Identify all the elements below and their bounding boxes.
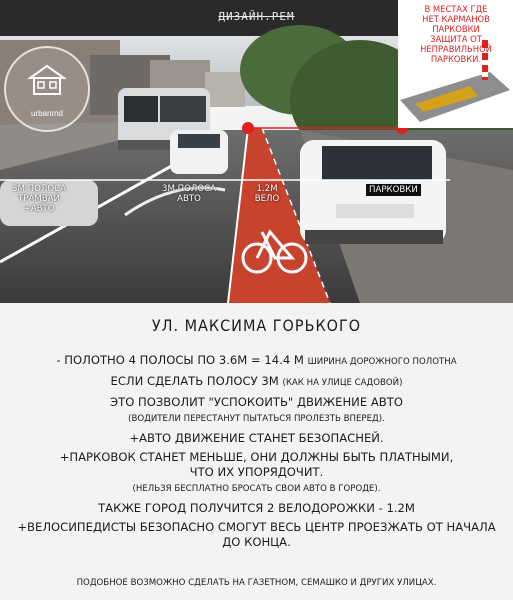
- text-line-1: [0, 353, 513, 370]
- tram-lane-label-line: ТРАМВАЙ: [18, 194, 60, 204]
- callout-line: НЕПРАВИЛЬНОЙ: [420, 44, 492, 54]
- text-line-7: ЧТО ИХ УПОРЯДОЧИТ.: [189, 465, 324, 479]
- inset-callout: [400, 4, 512, 64]
- callout-line: НЕТ КАРМАНОВ: [422, 14, 490, 24]
- auto-lane-label-line: 3М ПОЛОСА: [162, 184, 216, 194]
- urbanrnd-logo: [4, 46, 90, 132]
- text-line-11: ДО КОНЦА.: [222, 535, 291, 549]
- lane-width-note: ШИРИНА ДОРОЖНОГО ПОЛОТНА: [307, 357, 457, 367]
- brand-watermark: ДИЗАЙН.РЕМ: [218, 10, 295, 23]
- street-title: УЛ. МАКСИМА ГОРЬКОГО: [151, 316, 362, 335]
- text-note-drivers: (ВОДИТЕЛИ ПЕРЕСТАНУТ ПЫТАТЬСЯ ПРОЛЕЗТЬ ВПЕРЕД).: [128, 414, 385, 424]
- text-note-parking: (НЕЛЬЗЯ БЕСПЛАТНО БРОСАТЬ СВОИ АВТО В ГОРОДЕ).: [132, 484, 381, 494]
- logo-label: urbanrnd: [30, 109, 64, 118]
- lane-proposal-note: (КАК НА УЛИЦЕ САДОВОЙ): [282, 378, 403, 388]
- text-line-3: ЭТО ПОЗВОЛИТ "УСПОКОИТЬ" ДВИЖЕНИЕ АВТО: [110, 395, 403, 409]
- callout-line: ЗАЩИТА ОТ: [430, 34, 482, 44]
- tram-lane-label: [6, 184, 72, 214]
- auto-lane-label-line: АВТО: [177, 194, 201, 204]
- lane-proposal-text: ЕСЛИ СДЕЛАТЬ ПОЛОСУ 3М: [110, 374, 279, 388]
- callout-line: ПАРКОВКИ.: [430, 54, 482, 64]
- tram-lane-label-line: 3М ПОЛОСА: [12, 184, 66, 194]
- bike-lane-label: [247, 184, 287, 204]
- text-line-2: [0, 374, 513, 391]
- text-line-6: +ПАРКОВОК СТАНЕТ МЕНЬШЕ, ОНИ ДОЛЖНЫ БЫТЬ ПЛАТНЫМИ,: [59, 450, 454, 464]
- bike-lane-label-line: 1.2М: [256, 184, 278, 194]
- auto-lane-label: [156, 184, 222, 204]
- house-icon: [28, 64, 66, 96]
- parking-label: ПАРКОВКИ: [366, 184, 421, 196]
- description: [0, 316, 513, 554]
- callout-line: ПАРКОВКИ: [432, 24, 480, 34]
- text-line-5: +АВТО ДВИЖЕНИЕ СТАНЕТ БЕЗОПАСНЕЙ.: [129, 431, 384, 445]
- tram-lane-label-line: +АВТО: [23, 204, 55, 214]
- bike-lane-label-line: ВЕЛО: [254, 194, 280, 204]
- callout-line: В МЕСТАХ ГДЕ: [424, 4, 488, 14]
- lane-width-text: - ПОЛОТНО 4 ПОЛОСЫ ПО 3.6М = 14.4 М: [56, 353, 304, 367]
- text-line-10: +ВЕЛОСИПЕДИСТЫ БЕЗОПАСНО СМОГУТ ВЕСЬ ЦЕНТР ПРОЕЗЖАТЬ ОТ НАЧАЛА: [17, 520, 496, 534]
- text-line-9: ТАКЖЕ ГОРОД ПОЛУЧИТСЯ 2 ВЕЛОДОРОЖКИ - 1.2М: [98, 501, 415, 515]
- footer-note: ПОДОБНОЕ ВОЗМОЖНО СДЕЛАТЬ НА ГАЗЕТНОМ, СЕМАШКО И ДРУГИХ УЛИЦАХ.: [76, 578, 437, 588]
